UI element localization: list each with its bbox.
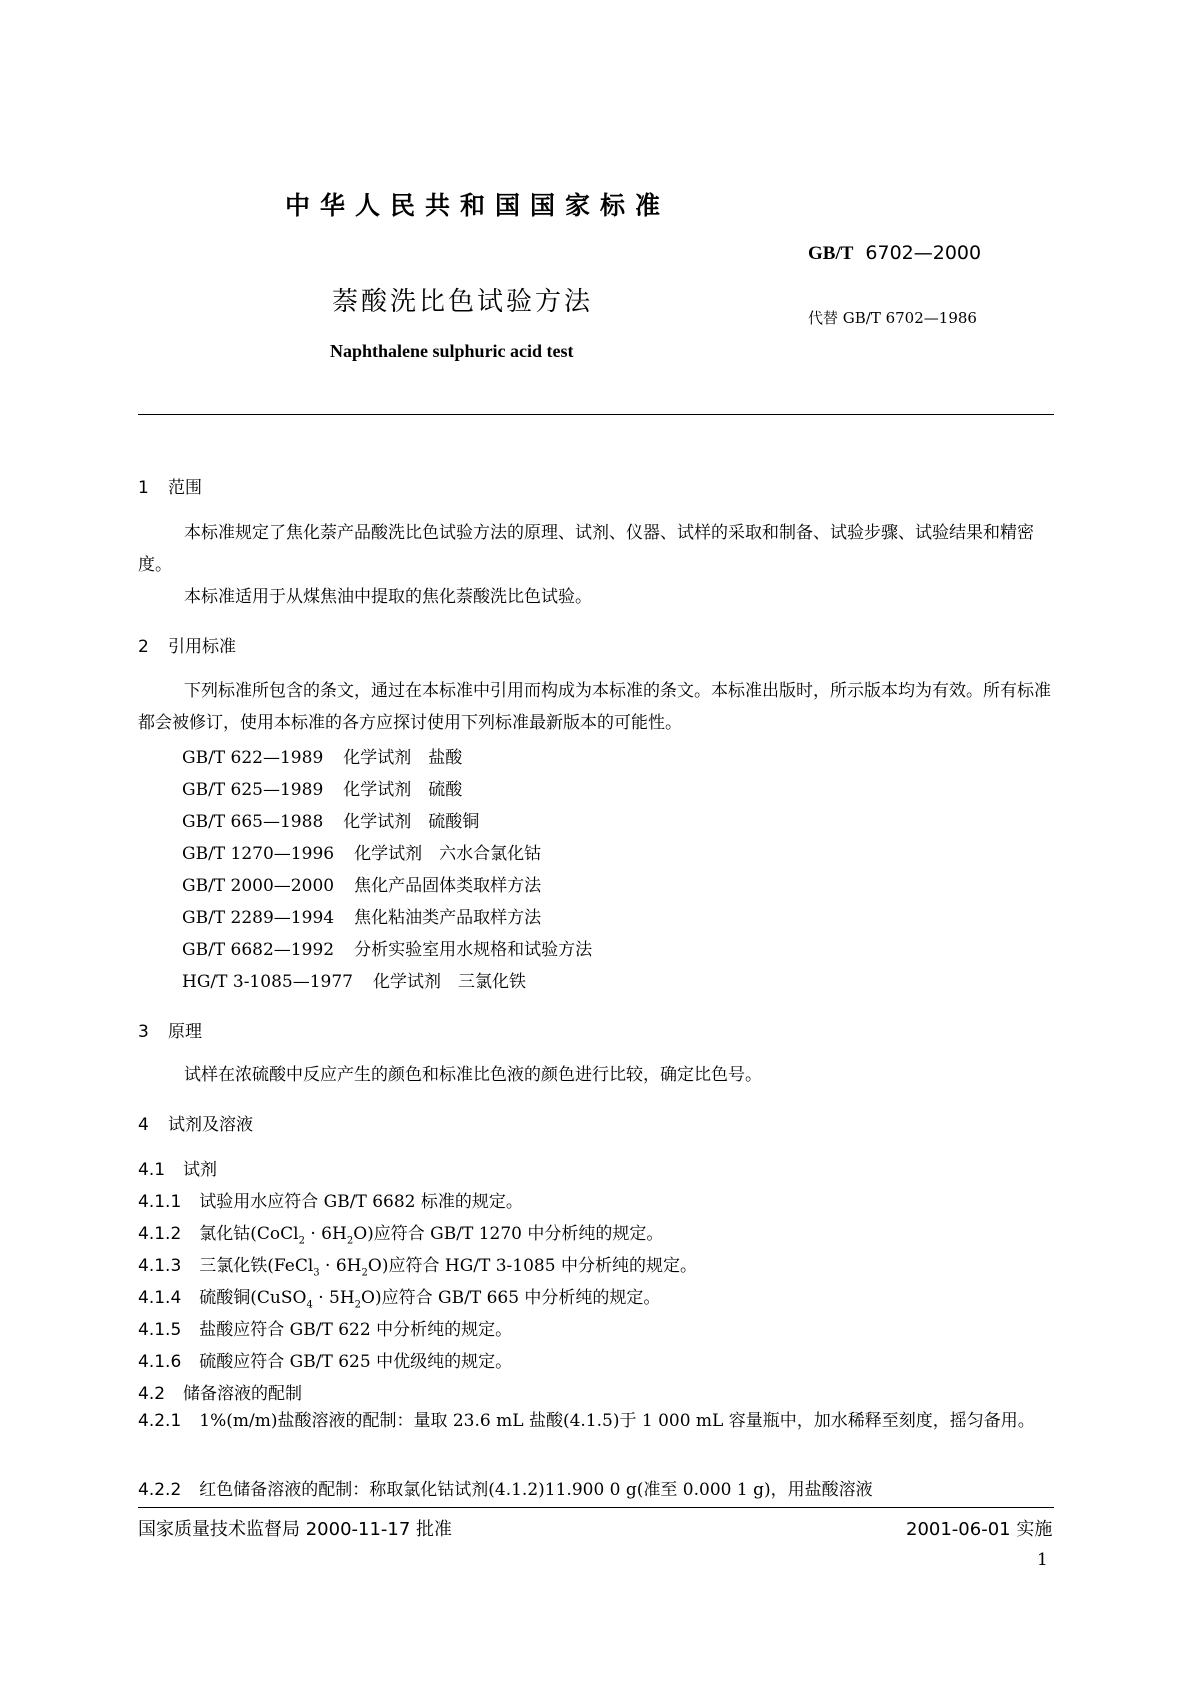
clause-text: O)应符合 GB/T 665 中分析纯的规定。 <box>361 1288 661 1308</box>
replaces-standard: 代替 GB/T 6702—1986 <box>808 309 977 327</box>
subscript: 4 <box>306 1299 313 1311</box>
clause-text: 硫酸应符合 GB/T 625 中优级纯的规定。 <box>199 1352 513 1372</box>
reference-name: 化学试剂 三氯化铁 <box>372 972 526 992</box>
reference-name: 焦化粘油类产品取样方法 <box>354 908 542 928</box>
reference-code: HG/T 3-1085—1977 <box>182 972 353 992</box>
paragraph-text: 本标准规定了焦化萘产品酸洗比色试验方法的原理、试剂、仪器、试样的采取和制备、试验步骤、试验结果和精密度。 <box>138 523 1034 575</box>
section-title: 范围 <box>168 478 202 498</box>
clause-4-1-3 <box>138 1251 697 1278</box>
standard-number <box>808 242 981 265</box>
section-title: 原理 <box>168 1022 202 1042</box>
clause-number: 4.1.3 <box>138 1256 182 1276</box>
section-number: 1 <box>138 478 149 498</box>
clause-text: 盐酸应符合 GB/T 622 中分析纯的规定。 <box>199 1320 513 1340</box>
subscript: 2 <box>346 1235 354 1247</box>
clause-text: 试剂 <box>183 1160 218 1180</box>
reference-name: 化学试剂 六水合氯化钴 <box>354 844 542 864</box>
clause-4-1-2 <box>138 1219 663 1246</box>
section-2-heading <box>138 632 236 657</box>
reference-code: GB/T 6682—1992 <box>182 940 335 960</box>
english-title: Naphthalene sulphuric acid test <box>330 341 574 361</box>
effective-date: 2001-06-01 实施 <box>906 1519 1053 1540</box>
paragraph-text: 本标准适用于从煤焦油中提取的焦化萘酸洗比色试验。 <box>184 587 592 607</box>
section-number: 3 <box>138 1022 149 1042</box>
clause-text: 试验用水应符合 GB/T 6682 标准的规定。 <box>199 1192 523 1212</box>
clause-4-1-6 <box>138 1347 512 1372</box>
reference-item <box>182 839 541 864</box>
clause-4-2 <box>138 1379 302 1404</box>
reference-name: 焦化产品固体类取样方法 <box>354 876 542 896</box>
section-4-heading <box>138 1110 253 1135</box>
subscript: 2 <box>354 1299 362 1311</box>
clause-number: 4.1.1 <box>138 1192 182 1212</box>
reference-name: 化学试剂 硫酸 <box>343 780 463 800</box>
clause-number: 4.2.2 <box>138 1480 182 1500</box>
paragraph-text: 下列标准所包含的条文，通过在本标准中引用而构成为本标准的条文。本标准出版时，所示版本均为有效。所有标准都会被修订，使用本标准的各方应探讨使用下列标准最新版本的可能性。 <box>138 681 1051 733</box>
subscript: 3 <box>313 1267 320 1279</box>
clause-number: 4.1.6 <box>138 1352 182 1372</box>
reference-item <box>182 807 479 832</box>
subscript: 2 <box>361 1267 368 1279</box>
clause-4-2-1 <box>138 1405 1054 1437</box>
clause-4-1-1 <box>138 1187 523 1212</box>
clause-4-2-2 <box>138 1475 873 1500</box>
reference-code: GB/T 1270—1996 <box>182 844 335 864</box>
clause-text: 氯化钴(CoCl <box>199 1224 299 1244</box>
standard-number-value: 6702—2000 <box>865 242 982 264</box>
clause-4-1 <box>138 1155 217 1180</box>
approval-date: 国家质量技术监督局 2000-11-17 批准 <box>138 1519 453 1540</box>
clause-text: · 5H <box>312 1288 355 1308</box>
section-2-paragraph-1 <box>138 675 1054 739</box>
reference-item <box>182 775 462 800</box>
reference-code: GB/T 2000—2000 <box>182 876 335 896</box>
page-number: 1 <box>1037 1550 1048 1570</box>
section-number: 2 <box>138 637 149 657</box>
clause-text: 硫酸铜(CuSO <box>199 1288 307 1308</box>
clause-number: 4.2.1 <box>138 1411 182 1431</box>
section-3-paragraph-1 <box>138 1059 1054 1091</box>
clause-number: 4.2 <box>138 1384 166 1404</box>
clause-text: 三氯化铁(FeCl <box>199 1256 314 1276</box>
clause-4-1-5 <box>138 1315 512 1340</box>
section-1-paragraph-2 <box>138 581 1054 613</box>
document-title: 萘酸洗比色试验方法 <box>332 287 594 317</box>
standard-prefix: GB/T <box>808 243 854 264</box>
reference-item <box>182 871 541 896</box>
clause-text: 红色储备溶液的配制：称取氯化钴试剂(4.1.2)11.900 0 g(准至 0.000 1 g)，用盐酸溶液 <box>199 1480 873 1500</box>
clause-4-1-4 <box>138 1283 660 1310</box>
reference-item <box>182 967 526 992</box>
clause-number: 4.1.5 <box>138 1320 182 1340</box>
reference-item <box>182 903 541 928</box>
section-1-heading <box>138 473 202 498</box>
footer-divider <box>138 1507 1054 1508</box>
section-number: 4 <box>138 1115 149 1135</box>
reference-item <box>182 935 592 960</box>
clause-text: O)应符合 HG/T 3-1085 中分析纯的规定。 <box>367 1256 697 1276</box>
clause-number: 4.1.2 <box>138 1224 182 1244</box>
clause-text: · 6H <box>304 1224 347 1244</box>
reference-code: GB/T 625—1989 <box>182 780 324 800</box>
clause-text: 1%(m/m)盐酸溶液的配制：量取 23.6 mL 盐酸(4.1.5)于 1 000 mL 容量瓶中，加水稀释至刻度，摇匀备用。 <box>199 1411 1035 1431</box>
reference-code: GB/T 2289—1994 <box>182 908 335 928</box>
paragraph-text: 试样在浓硫酸中反应产生的颜色和标准比色液的颜色进行比较，确定比色号。 <box>184 1065 762 1085</box>
section-3-heading <box>138 1017 202 1042</box>
reference-code: GB/T 622—1989 <box>182 748 324 768</box>
section-1-paragraph-1 <box>138 517 1054 581</box>
section-title: 引用标准 <box>168 637 236 657</box>
header-divider <box>138 414 1054 415</box>
reference-name: 化学试剂 盐酸 <box>343 748 463 768</box>
section-title: 试剂及溶液 <box>168 1115 253 1135</box>
reference-item <box>182 743 462 768</box>
clause-number: 4.1 <box>138 1160 166 1180</box>
reference-code: GB/T 665—1988 <box>182 812 324 832</box>
national-standard-heading: 中华人民共和国国家标准 <box>285 191 671 220</box>
clause-number: 4.1.4 <box>138 1288 182 1308</box>
subscript: 2 <box>298 1235 305 1247</box>
reference-name: 化学试剂 硫酸铜 <box>343 812 480 832</box>
reference-name: 分析实验室用水规格和试验方法 <box>354 940 593 960</box>
clause-text: · 6H <box>319 1256 362 1276</box>
clause-text: O)应符合 GB/T 1270 中分析纯的规定。 <box>353 1224 664 1244</box>
clause-text: 储备溶液的配制 <box>183 1384 303 1404</box>
